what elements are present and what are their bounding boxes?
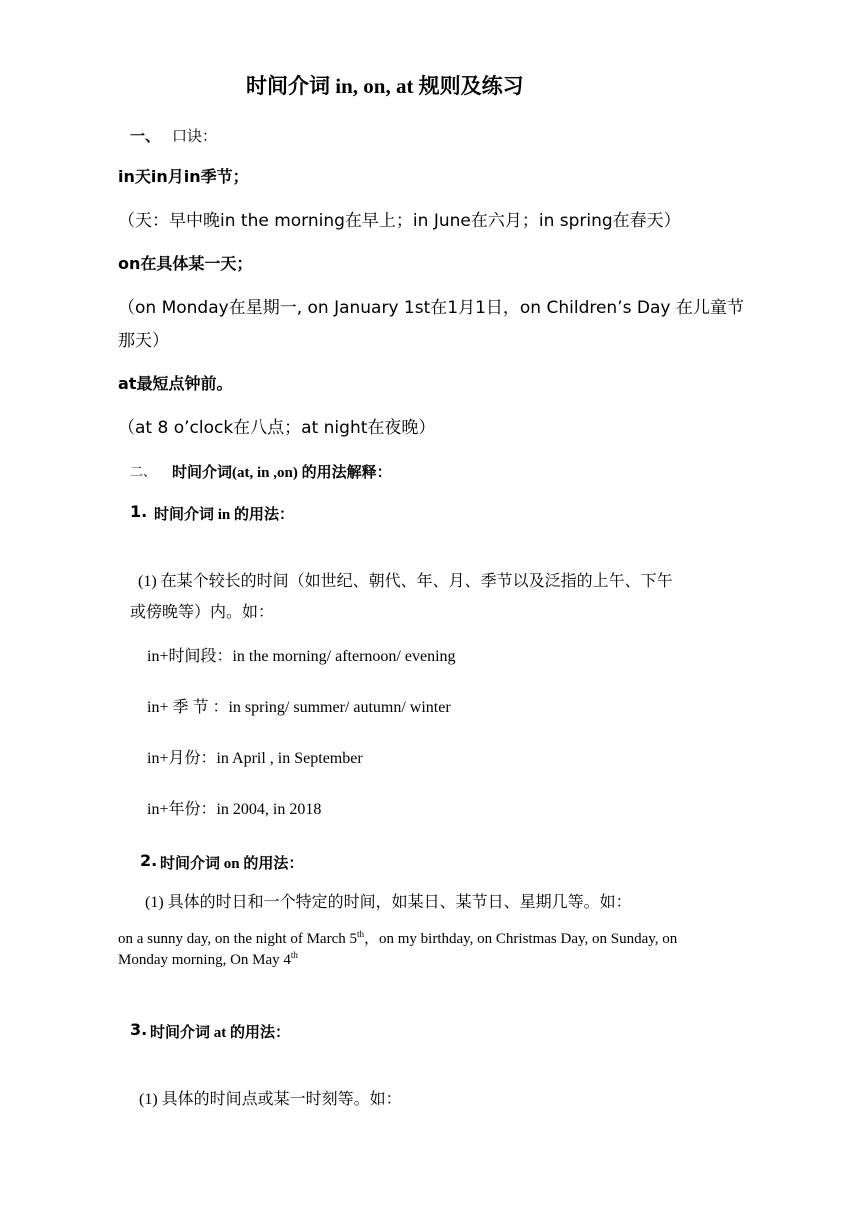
on-examples-line2-text: Monday morning, On May 4 <box>118 952 291 968</box>
at-usage-number: 3. <box>130 1020 148 1039</box>
ordinal-suffix: th <box>290 950 298 960</box>
on-examples-line2 <box>118 952 298 969</box>
at-usage-heading: 时间介词 at 的用法： <box>150 1025 290 1041</box>
on-usage-heading: 时间介词 on 的用法： <box>160 856 304 872</box>
rule-in: in天in月in季节； <box>118 167 249 186</box>
example-on-line2: 那天） <box>118 331 169 351</box>
in-example: in+时间段：in the morning/ afternoon/ evening <box>147 648 456 665</box>
in-example: in+年份：in 2004, in 2018 <box>147 801 322 818</box>
on-usage-number: 2. <box>140 851 158 870</box>
section2-number: 二、 <box>130 465 157 480</box>
in-point1-line2: 或傍晚等）内。如： <box>130 604 275 621</box>
page-title: 时间介词 in, on, at 规则及练习 <box>246 74 524 98</box>
in-example: in+月份：in April , in September <box>147 750 363 767</box>
section1-heading: 口诀： <box>172 127 218 145</box>
on-examples-line1 <box>118 927 677 948</box>
rule-on: on在具体某一天； <box>118 254 253 273</box>
on-examples-line1-text: on a sunny day, on the night of March 5 <box>118 931 357 947</box>
in-example: in+ 季 节 ：in spring/ summer/ autumn/ winter <box>147 699 451 716</box>
in-usage-heading: 时间介词 in 的用法： <box>154 507 295 523</box>
on-point1: (1) 具体的时日和一个特定的时间，如某日、某节日、星期几等。如： <box>145 894 632 911</box>
rule-at: at最短点钟前。 <box>118 374 233 393</box>
example-on-line1: （on Monday在星期一, on January 1st在1月1日，on Children’s Day 在儿童节 <box>118 298 744 318</box>
on-examples-line1-rest: ，on my birthday, on Christmas Day, on Sunday, on <box>364 931 678 947</box>
section2-heading: 时间介词(at, in ,on) 的用法解释： <box>172 465 392 481</box>
in-usage-number: 1. <box>130 502 148 521</box>
ordinal-suffix: th <box>356 929 364 939</box>
example-at: （at 8 o’clock在八点；at night在夜晚） <box>118 418 436 438</box>
in-point1-line1: (1) 在某个较长的时间（如世纪、朝代、年、月、季节以及泛指的上午、下午 <box>138 573 673 590</box>
example-in: （天：早中晚in the morning在早上；in June在六月；in spring在春天） <box>118 211 681 231</box>
section1-number: 一、 <box>130 127 161 145</box>
at-point1: (1) 具体的时间点或某一时刻等。如： <box>139 1091 402 1108</box>
